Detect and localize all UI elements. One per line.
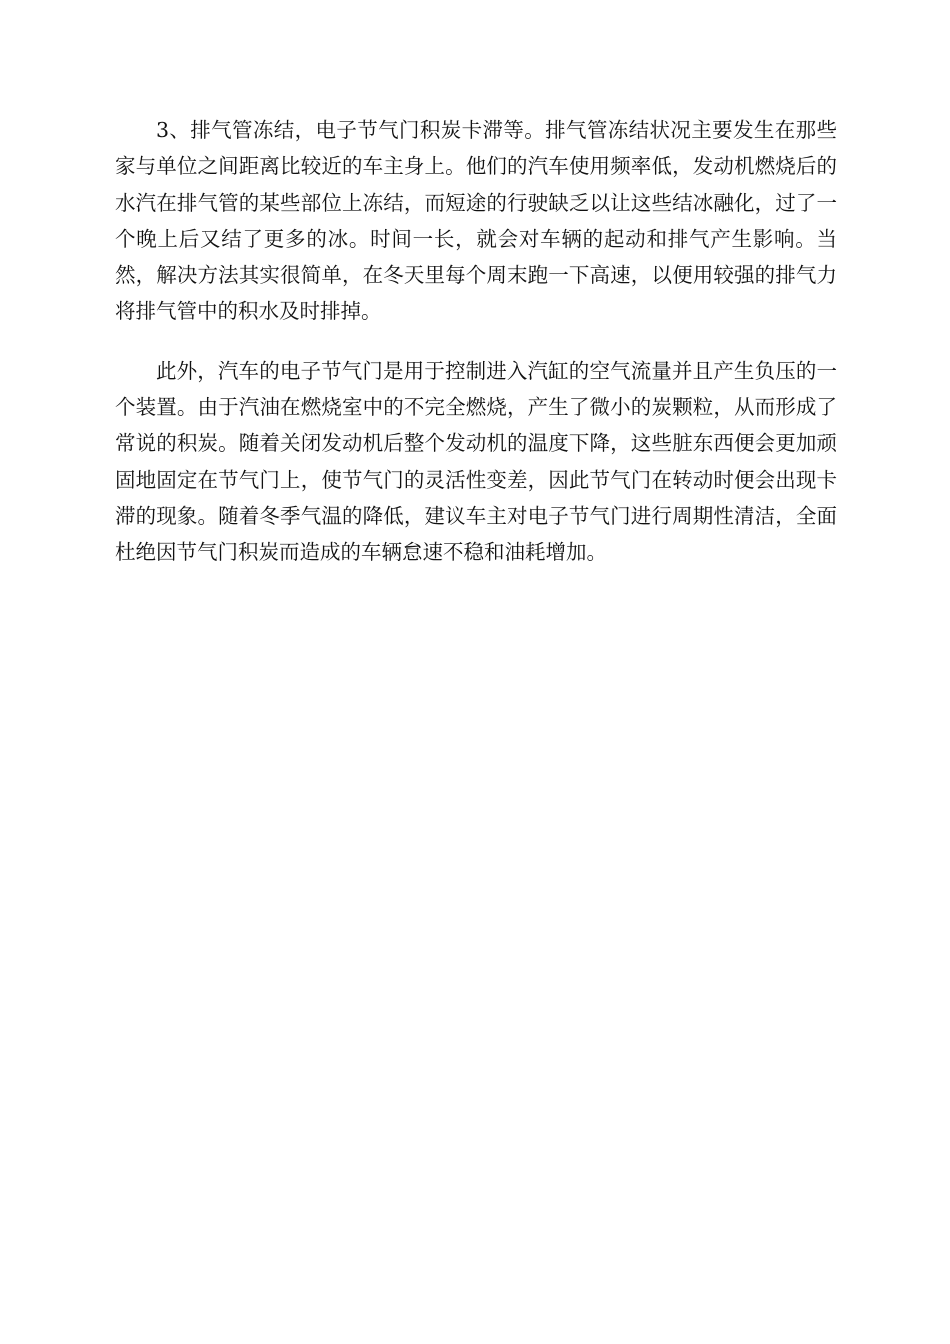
paragraph-exhaust-freezing: 3、排气管冻结，电子节气门积炭卡滞等。排气管冻结状况主要发生在那些家与单位之间距离比较近的车主身上。他们的汽车使用频率低，发动机燃烧后的水汽在排气管的某些部位上冻结，而短途的行驶缺乏以让这些结冰融化，过了一个晚上后又结了更多的冰。时间一长，就会对车辆的起动和排气产生影响。当然，解决方法其实很简单，在冬天里每个周末跑一下高速，以便用较强的排气力将排气管中的积水及时排掉。 <box>115 118 837 324</box>
paragraph-throttle-carbon: 此外，汽车的电子节气门是用于控制进入汽缸的空气流量并且产生负压的一个装置。由于汽油在燃烧室中的不完全燃烧，产生了微小的炭颗粒，从而形成了常说的积炭。随着关闭发动机后整个发动机的温度下降，这些脏东西便会更加顽固地固定在节气门上，使节气门的灵活性变差，因此节气门在转动时便会出现卡滞的现象。随着冬季气温的降低，建议车主对电子节气门进行周期性清洁，全面杜绝因节气门积炭而造成的车辆怠速不稳和油耗增加。 <box>115 358 837 565</box>
document-body <box>115 112 837 571</box>
